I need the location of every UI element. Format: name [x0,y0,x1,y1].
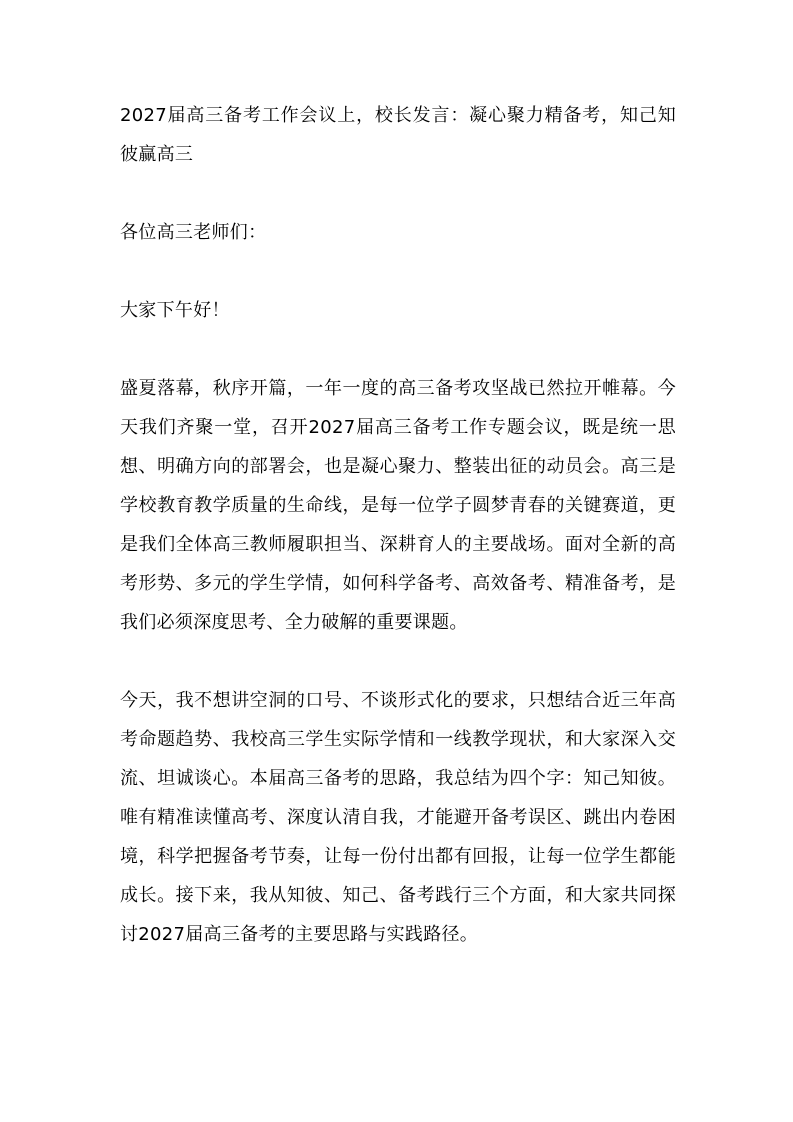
paragraph-1: 盛夏落幕，秋序开篇，一年一度的高三备考攻坚战已然拉开帷幕。今天我们齐聚一堂，召开2027届高三备考工作专题会议，既是统一思想、明确方向的部署会，也是凝心聚力、整装出征的动员会。高三是学校教育教学质量的生命线，是每一位学子圆梦青春的关键赛道，更是我们全体高三教师履职担当、深耕育人的主要战场。面对全新的高考形势、多元的学生学情，如何科学备考、高效备考、精准备考，是我们必须深度思考、全力破解的重要课题。 [120,378,676,633]
document-title: 2027届高三备考工作会议上，校长发言：凝心聚力精备考，知己知彼赢高三 [120,105,676,165]
greeting: 大家下午好！ [120,300,230,321]
paragraph-2: 今天，我不想讲空洞的口号、不谈形式化的要求，只想结合近三年高考命题趋势、我校高三学生实际学情和一线教学现状，和大家深入交流、坦诚谈心。本届高三备考的思路，我总结为四个字：知己知彼。唯有精准读懂高考、深度认清自我，才能避开备考误区、跳出内卷困境，科学把握备考节奏，让每一份付出都有回报，让每一位学生都能成长。接下来，我从知彼、知己、备考践行三个方面，和大家共同探讨2027届高三备考的主要思路与实践路径。 [120,690,676,945]
document-body [120,96,676,993]
salutation: 各位高三老师们： [120,222,267,243]
